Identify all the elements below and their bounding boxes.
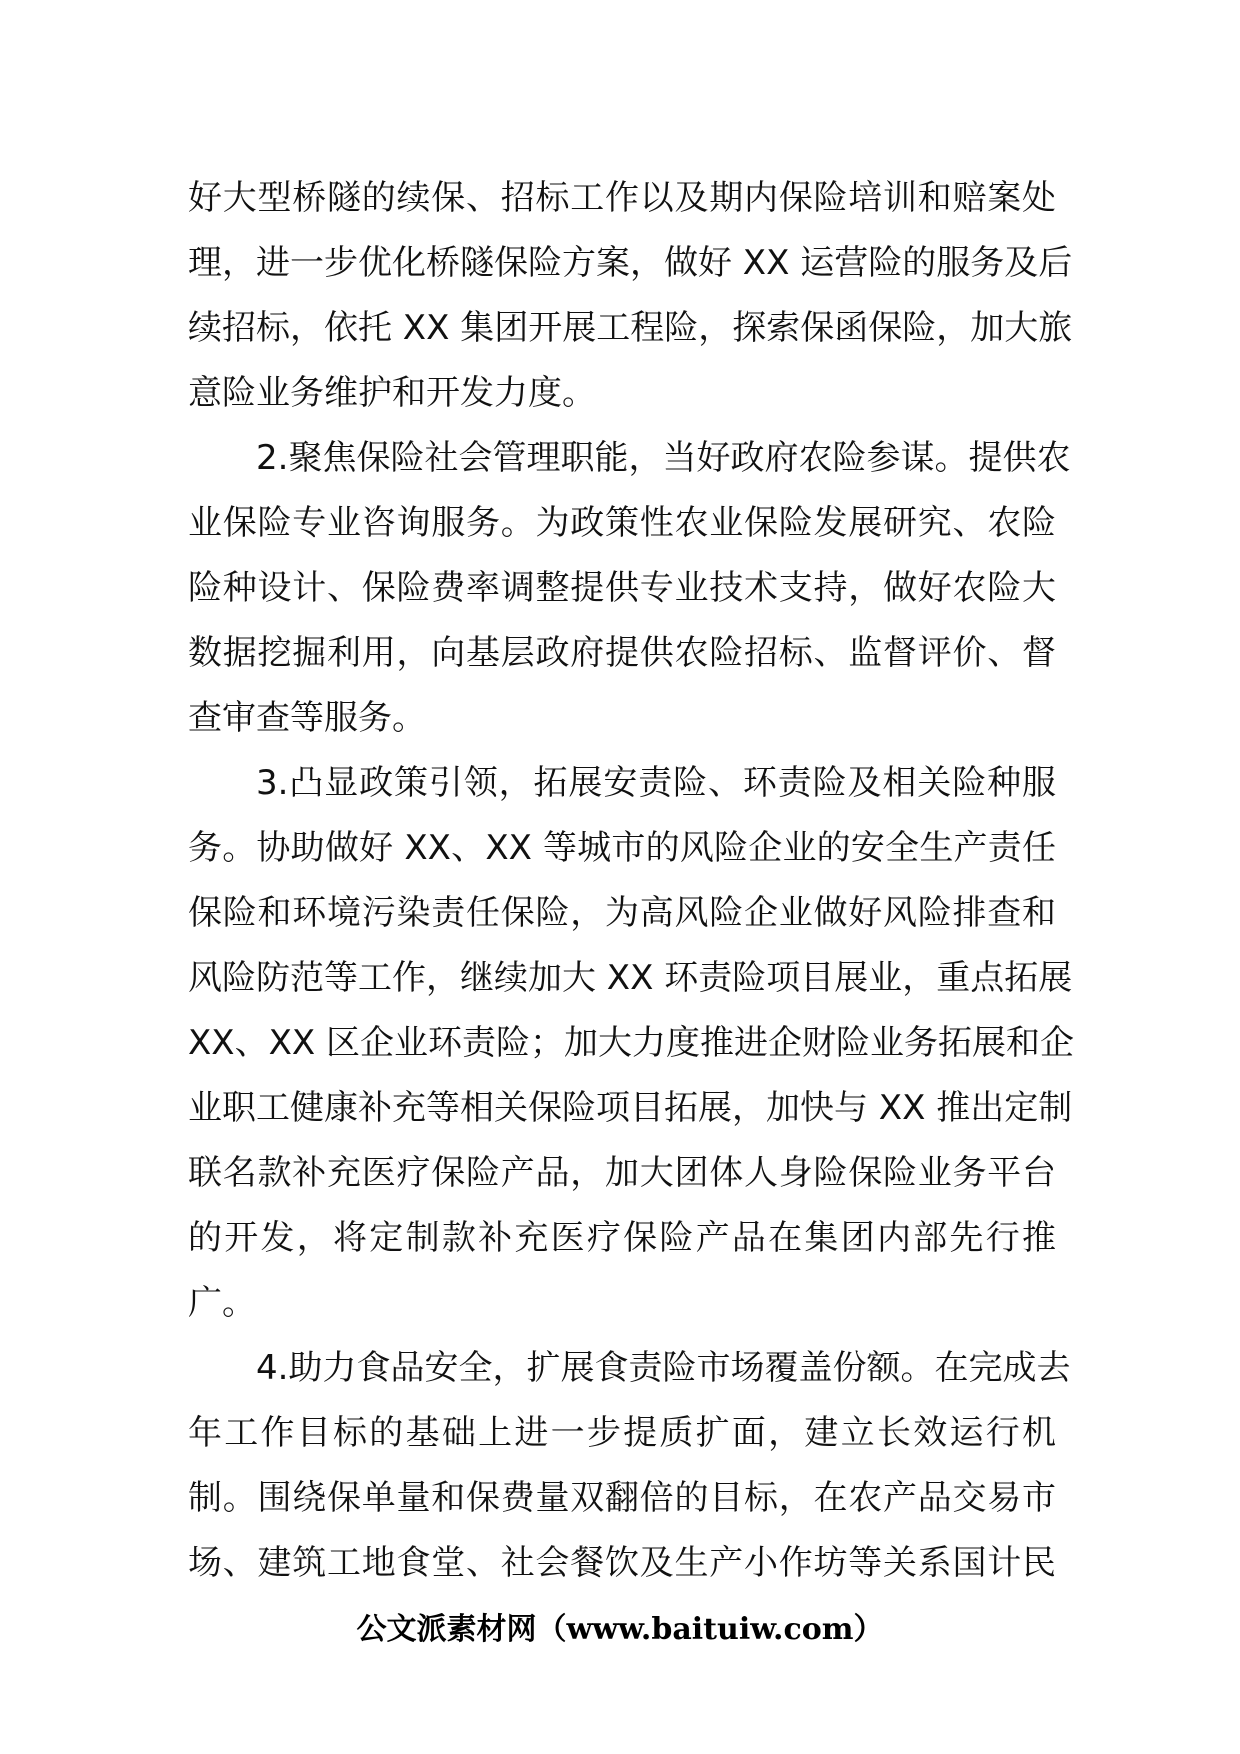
text-line: 年工作目标的基础上进一步提质扩面，建立长效运行机 xyxy=(188,1413,1056,1453)
text-line: 保险和环境污染责任保险，为高风险企业做好风险排查和 xyxy=(188,893,1056,933)
text-line: 意险业务维护和开发力度。 xyxy=(188,373,596,413)
text-line: 4.助力食品安全，扩展食责险市场覆盖份额。在完成去 xyxy=(256,1348,1071,1388)
text-line: 业职工健康补充等相关保险项目拓展，加快与 XX 推出定制 xyxy=(188,1088,1073,1128)
text-line: 制。围绕保单量和保费量双翻倍的目标，在农产品交易市 xyxy=(188,1478,1056,1518)
text-line: 场、建筑工地食堂、社会餐饮及生产小作坊等关系国计民 xyxy=(188,1543,1056,1583)
text-line: 的开发，将定制款补充医疗保险产品在集团内部先行推 xyxy=(188,1218,1056,1258)
text-line: 查审查等服务。 xyxy=(188,698,426,738)
text-line: XX、XX 区企业环责险；加大力度推进企财险业务拓展和企 xyxy=(188,1023,1074,1063)
text-line: 好大型桥隧的续保、招标工作以及期内保险培训和赔案处 xyxy=(188,178,1056,218)
text-line: 业保险专业咨询服务。为政策性农业保险发展研究、农险 xyxy=(188,503,1056,543)
text-line: 广。 xyxy=(188,1283,256,1323)
text-line: 2.聚焦保险社会管理职能，当好政府农险参谋。提供农 xyxy=(256,438,1071,478)
footer-watermark: 公文派素材网（www.baituiw.com） xyxy=(356,1612,884,1647)
document-body xyxy=(188,166,1074,1596)
text-line: 数据挖掘利用，向基层政府提供农险招标、监督评价、督 xyxy=(188,633,1056,673)
text-line: 险种设计、保险费率调整提供专业技术支持，做好农险大 xyxy=(188,568,1056,608)
text-line: 务。协助做好 XX、XX 等城市的风险企业的安全生产责任 xyxy=(188,828,1056,868)
text-line: 理，进一步优化桥隧保险方案，做好 XX 运营险的服务及后 xyxy=(188,243,1073,283)
text-line: 风险防范等工作，继续加大 XX 环责险项目展业，重点拓展 xyxy=(188,958,1073,998)
text-line: 联名款补充医疗保险产品，加大团体人身险保险业务平台 xyxy=(188,1153,1056,1193)
text-line: 3.凸显政策引领，拓展安责险、环责险及相关险种服 xyxy=(256,763,1056,803)
text-line: 续招标，依托 XX 集团开展工程险，探索保函保险，加大旅 xyxy=(188,308,1073,348)
